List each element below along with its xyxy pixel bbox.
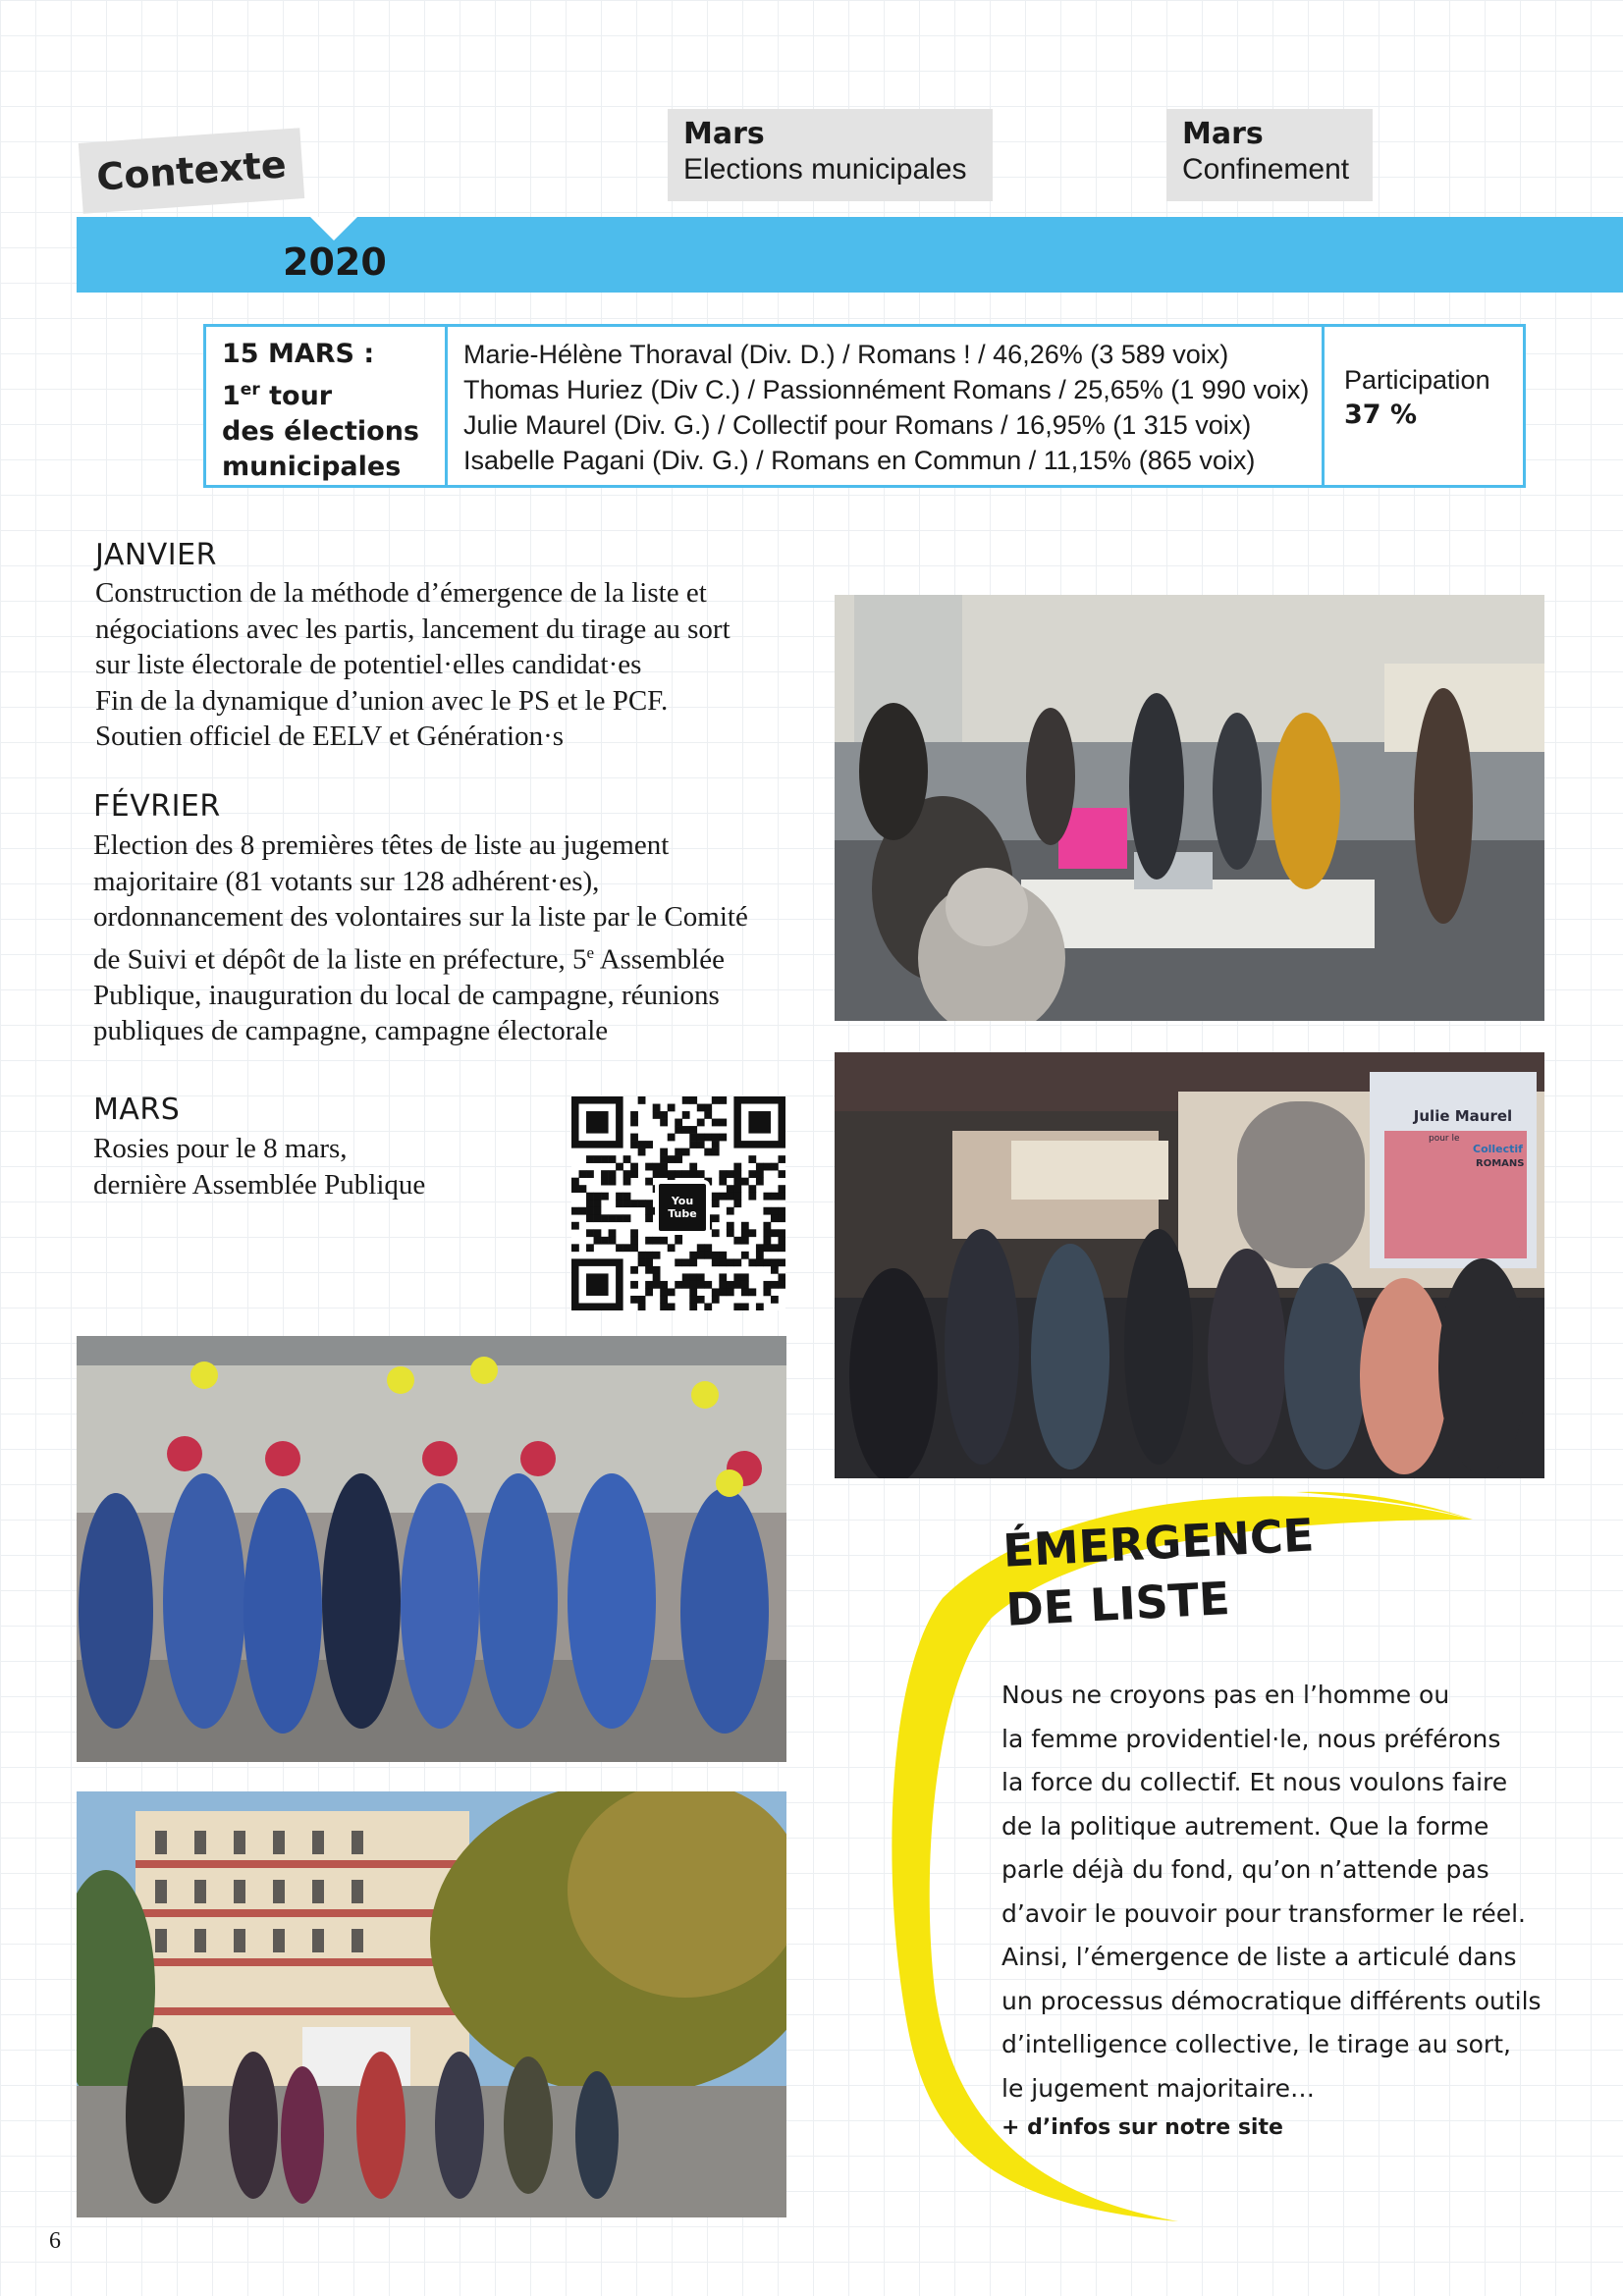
- candidate-row: Julie Maurel (Div. G.) / Collectif pour Romans / 16,95% (1 315 voix): [463, 410, 1252, 440]
- month-janvier-text: Construction de la méthode d’émergence de la liste et négociations avec les partis, lancement du tirage au sort sur liste électorale de potentiel·elles candidat·es Fin de la dynamique d’union avec le PS et le PCF. Soutien officiel de EELV et Génération·s: [95, 577, 730, 752]
- emergence-body: Nous ne croyons pas en l’homme ou la femme providentiel·le, nous préférons la force du collectif. Et nous voulons faire de la politique autrement. Que la forme parle déjà du fond, qu’on n’attende pas d’avoir le pouvoir pour transformer le réel. Ainsi, l’émergence de liste a articulé dans un processus démocratique différents outils d’intelligence collective, le tirage au sort, le jugement majoritaire…: [1001, 1681, 1542, 2103]
- youtube-icon: You Tube: [655, 1180, 710, 1235]
- event-title: Confinement: [1182, 153, 1350, 186]
- context-tag: [79, 128, 304, 214]
- page-number: 6: [49, 2228, 61, 2254]
- band-notch: [310, 217, 357, 240]
- results-label: [206, 327, 448, 485]
- candidate-row: Thomas Huriez (Div C.) / Passionnément Romans / 25,65% (1 990 voix): [463, 375, 1310, 404]
- results-round: 1er tour: [222, 380, 333, 411]
- photo-rosies: [77, 1336, 786, 1762]
- event-month: Mars: [1182, 117, 1264, 151]
- photo-market-building: [77, 1791, 786, 2217]
- event-month: Mars: [683, 117, 765, 151]
- svg-text:Julie Maurel: Julie Maurel: [1413, 1107, 1513, 1125]
- svg-text:ROMANS: ROMANS: [1476, 1158, 1525, 1169]
- month-mars-title: MARS: [93, 1093, 181, 1127]
- more-info-link[interactable]: + d’infos sur notre site: [1001, 2115, 1283, 2140]
- svg-text:Collectif: Collectif: [1473, 1143, 1523, 1155]
- results-label-line4: municipales: [222, 452, 402, 482]
- election-results-box: [203, 324, 1526, 488]
- photo-voting-desk: [835, 595, 1544, 1021]
- participation-value: 37 %: [1344, 400, 1418, 430]
- candidate-row: Marie-Hélène Thoraval (Div. D.) / Romans ! / 46,26% (3 589 voix): [463, 340, 1229, 369]
- participation: [1325, 327, 1523, 485]
- candidate-row: Isabelle Pagani (Div. G.) / Romans en Commun / 11,15% (865 voix): [463, 446, 1256, 475]
- event-tag-elections: [668, 109, 993, 201]
- participation-label: Participation: [1344, 365, 1490, 395]
- event-title: Elections municipales: [683, 153, 967, 186]
- month-janvier-title: JANVIER: [95, 538, 217, 572]
- emergence-title: ÉMERGENCE DE LISTE: [1001, 1508, 1316, 1636]
- qr-code[interactable]: [571, 1096, 785, 1310]
- year-label: 2020: [283, 240, 387, 284]
- candidates-list: [448, 327, 1325, 485]
- month-mars-text: Rosies pour le 8 mars, dernière Assemblée Publique: [93, 1133, 426, 1201]
- svg-text:pour le: pour le: [1429, 1134, 1460, 1144]
- context-label: Contexte: [94, 142, 289, 199]
- month-fevrier-title: FÉVRIER: [93, 789, 221, 824]
- results-date: 15 MARS :: [222, 339, 375, 369]
- month-fevrier-text: Election des 8 premières têtes de liste au jugement majoritaire (81 votants sur 128 adhérent·es), ordonnancement des volontaires sur la liste par le Comité de Suivi et dépôt de la liste en préfecture, 5e Assemblée Publique, inauguration du local de campagne, réunions publiques de campagne, campagne électorale: [93, 829, 748, 1047]
- event-tag-confinement: [1166, 109, 1373, 201]
- results-label-line3: des élections: [222, 416, 419, 447]
- photo-campaign-office: [835, 1052, 1544, 1478]
